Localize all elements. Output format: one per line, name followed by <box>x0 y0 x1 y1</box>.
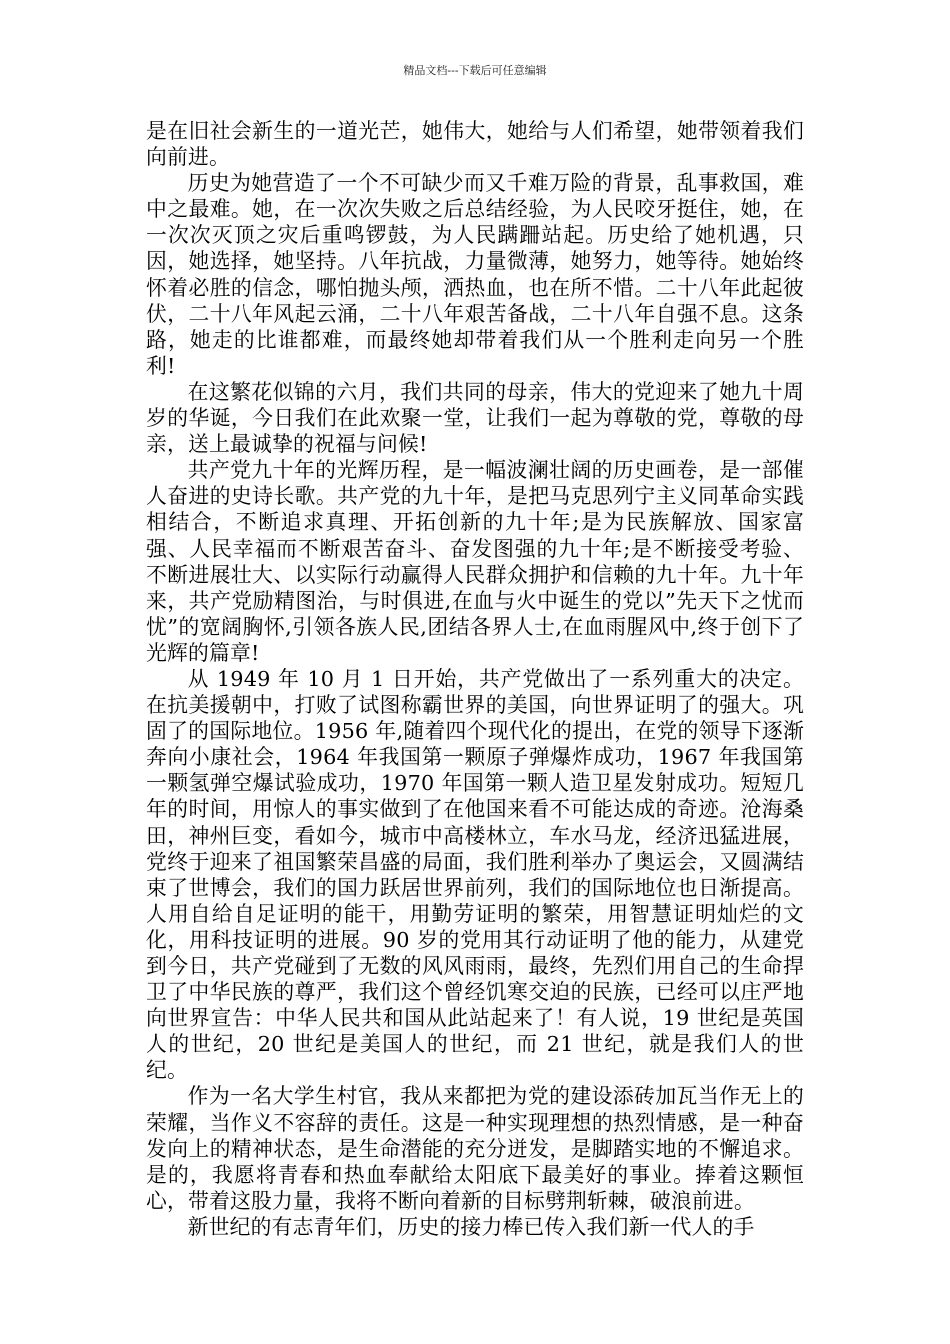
paragraph-4: 共产党九十年的光辉历程，是一幅波澜壮阔的历史画卷，是一部催人奋进的史诗长歌。共产党的九十年，是把马克思列宁主义同革命实践相结合，不断追求真理、开拓创新的九十年;是为民族解放、国家富强、人民幸福而不断艰苦奋斗、奋发图强的九十年;是不断接受考验、不断进展壮大、以实际行动赢得人民群众拥护和信赖的九十年。九十年来，共产党励精图治，与时俱进,在血与火中诞生的党以”先天下之忧而忧”的宽阔胸怀,引领各族人民,团结各界人士,在血雨腥风中,终于创下了光辉的篇章! <box>146 458 804 665</box>
paragraph-5: 从 1949 年 10 月 1 日开始，共产党做出了一系列重大的决定。在抗美援朝中，打败了试图称霸世界的美国，向世界证明了的强大。巩固了的国际地位。1956 年,随着四个现代化的提出，在党的领导下逐渐奔向小康社会，1964 年我国第一颗原子弹爆炸成功，1967 年我国第一颗氢弹空爆试验成功，1970 年国第一颗人造卫星发射成功。短短几年的时间，用惊人的事实做到了在他国来看不可能达成的奇迹。沧海桑田，神州巨变，看如今，城市中高楼林立，车水马龙，经济迅猛进展，党终于迎来了祖国繁荣昌盛的局面，我们胜利举办了奥运会，又圆满结束了世博会，我们的国力跃居世界前列，我们的国际地位也日渐提高。人用自给自足证明的能干，用勤劳证明的繁荣，用智慧证明灿烂的文化，用科技证明的进展。90 岁的党用其行动证明了他的能力，从建党到今日，共产党碰到了无数的风风雨雨，最终，先烈们用自己的生命捍卫了中华民族的尊严，我们这个曾经饥寒交迫的民族，已经可以庄严地向世界宣告：中华人民共和国从此站起来了！有人说，19 世纪是英国人的世纪，20 世纪是美国人的世纪，而 21 世纪，就是我们人的世纪。 <box>146 666 804 1083</box>
page-header: 精品文档---下载后可任意编辑 <box>403 64 547 77</box>
paragraph-1: 是在旧社会新生的一道光芒，她伟大，她给与人们希望，她带领着我们向前进。 <box>146 119 804 170</box>
paragraph-6: 作为一名大学生村官，我从来都把为党的建设添砖加瓦当作无上的荣耀，当作义不容辞的责任。这是一种实现理想的热烈情感，是一种奋发向上的精神状态，是生命潜能的充分迸发，是脚踏实地的不懈追求。是的，我愿将青春和热血奉献给太阳底下最美好的事业。捧着这颗恒心，带着这股力量，我将不断向着新的目标劈荆斩棘，破浪前进。 <box>146 1084 804 1213</box>
paragraph-7: 新世纪的有志青年们，历史的接力棒已传入我们新一代人的手 <box>187 1214 755 1239</box>
paragraph-2: 历史为她营造了一个不可缺少而又千难万险的背景，乱事救国，难中之最难。她，在一次次失败之后总结经验，为人民咬牙挺住，她，在一次次灭顶之灾后重鸣锣鼓，为人民蹒跚站起。历史给了她机遇，只因，她选择，她坚持。八年抗战，力量微薄，她努力，她等待。她始终怀着必胜的信念，哪怕抛头颅，洒热血，也在所不惜。二十八年此起彼伏，二十八年风起云涌，二十八年艰苦备战，二十八年自强不息。这条路，她走的比谁都难，而最终她却带着我们从一个胜利走向另一个胜利! <box>146 171 804 378</box>
paragraph-3: 在这繁花似锦的六月，我们共同的母亲，伟大的党迎来了她九十周岁的华诞，今日我们在此欢聚一堂，让我们一起为尊敬的党，尊敬的母亲，送上最诚挚的祝福与问候! <box>146 379 804 457</box>
document-body <box>146 118 804 1240</box>
